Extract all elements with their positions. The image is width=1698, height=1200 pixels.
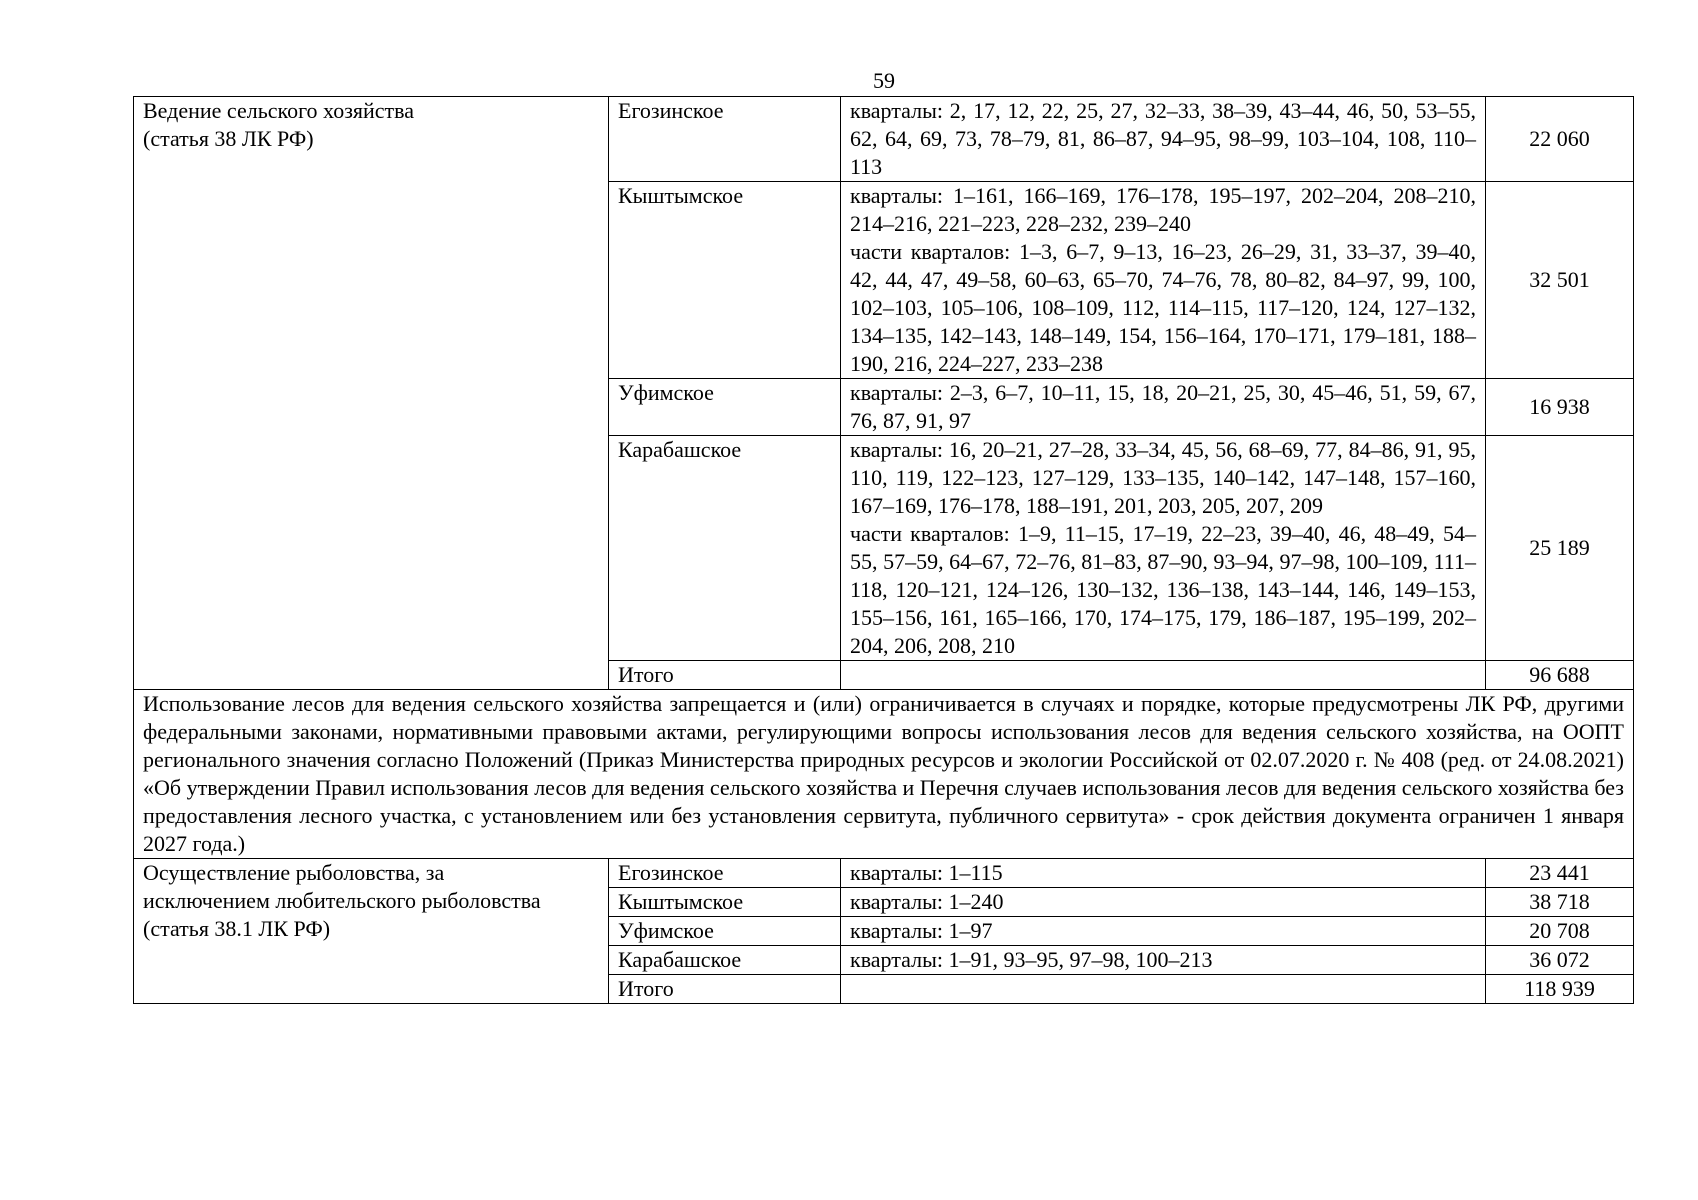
forestry-cell: Кыштымское — [609, 888, 841, 917]
area-cell: 36 072 — [1486, 946, 1634, 975]
forestry-cell: Уфимское — [609, 379, 841, 436]
total-label: Итого — [609, 975, 841, 1004]
quarters-cell: кварталы: 2, 17, 12, 22, 25, 27, 32–33, 38–39, 43–44, 46, 50, 53–55, 62, 64, 69, 73, 78–79, 81, 86–87, 94–95, 98–99, 103–104, 108, 110–113 — [841, 97, 1486, 182]
table-row — [134, 97, 1634, 182]
quarter-parts-list: части кварталов: 1–3, 6–7, 9–13, 16–23, 26–29, 31, 33–37, 39–40, 42, 44, 47, 49–58, 60–63, 65–70, 74–76, 78, 80–82, 84–97, 99, 100, 102–103, 105–106, 108–109, 112, 114–115, 117–120, 124, 127–132, 134–135, 142–143, 148–149, 154, 156–164, 170–171, 179–181, 188–190, 216, 224–227, 233–238 — [850, 239, 1476, 376]
quarters-cell: кварталы: 1–97 — [841, 917, 1486, 946]
area-cell: 32 501 — [1486, 182, 1634, 379]
forestry-cell: Карабашское — [609, 946, 841, 975]
quarter-parts-list: части кварталов: 1–9, 11–15, 17–19, 22–23, 39–40, 46, 48–49, 54–55, 57–59, 64–67, 72–76, 81–83, 87–90, 93–94, 97–98, 100–109, 111–118, 120–121, 124–126, 130–132, 136–138, 143–144, 146, 149–153, 155–156, 161, 165–166, 170, 174–175, 179, 186–187, 195–199, 202–204, 206, 208, 210 — [850, 521, 1476, 658]
activity-cell — [134, 97, 609, 690]
quarters-cell: кварталы: 1–240 — [841, 888, 1486, 917]
total-area: 96 688 — [1486, 661, 1634, 690]
activity-line: (статья 38.1 ЛК РФ) — [143, 916, 331, 941]
area-cell: 38 718 — [1486, 888, 1634, 917]
activity-line: (статья 38 ЛК РФ) — [143, 126, 314, 151]
note-row — [134, 690, 1634, 859]
area-cell: 20 708 — [1486, 917, 1634, 946]
forestry-cell: Егозинское — [609, 97, 841, 182]
empty-cell — [841, 975, 1486, 1004]
quarters-cell: кварталы: 2–3, 6–7, 10–11, 15, 18, 20–21, 25, 30, 45–46, 51, 59, 67, 76, 87, 91, 97 — [841, 379, 1486, 436]
activity-line: исключением любительского рыболовства — [143, 888, 541, 913]
total-label: Итого — [609, 661, 841, 690]
forestry-cell: Егозинское — [609, 859, 841, 888]
activity-line: Осуществление рыболовства, за — [143, 860, 445, 885]
quarters-list: кварталы: 1–161, 166–169, 176–178, 195–197, 202–204, 208–210, 214–216, 221–223, 228–232, 239–240 — [850, 183, 1476, 236]
activity-line: Ведение сельского хозяйства — [143, 98, 415, 123]
page-number: 59 — [873, 68, 895, 93]
empty-cell — [841, 661, 1486, 690]
forestry-cell: Кыштымское — [609, 182, 841, 379]
forest-use-table — [133, 96, 1634, 1004]
quarters-list: кварталы: 16, 20–21, 27–28, 33–34, 45, 56, 68–69, 77, 84–86, 91, 95, 110, 119, 122–123, 127–129, 133–135, 140–142, 147–148, 157–160, 167–169, 176–178, 188–191, 201, 203, 205, 207, 209 — [850, 437, 1476, 518]
forestry-cell: Карабашское — [609, 436, 841, 661]
area-cell: 25 189 — [1486, 436, 1634, 661]
area-cell: 22 060 — [1486, 97, 1634, 182]
activity-cell — [134, 859, 609, 1004]
total-area: 118 939 — [1486, 975, 1634, 1004]
forestry-cell: Уфимское — [609, 917, 841, 946]
table-row — [134, 859, 1634, 888]
quarters-cell — [841, 182, 1486, 379]
note-text: Использование лесов для ведения сельского хозяйства запрещается и (или) ограничивается в случаях и порядке, которые предусмотрены ЛК РФ, другими федеральными законами, нормативными правовыми актами, регулирующими вопросы использования лесов для ведения сельского хозяйства, на ООПТ регионального значения согласно Положений (Приказ Министерства природных ресурсов и экологии Российской от 02.07.2020 г. № 408 (ред. от 24.08.2021) «Об утверждении Правил использования лесов для ведения сельского хозяйства и Перечня случаев использования лесов для ведения сельского хозяйства без предоставления лесного участка, с установлением или без установления сервитута, публичного сервитута» - срок действия документа ограничен 1 января 2027 года.) — [134, 690, 1634, 859]
quarters-cell — [841, 436, 1486, 661]
quarters-cell: кварталы: 1–91, 93–95, 97–98, 100–213 — [841, 946, 1486, 975]
quarters-cell: кварталы: 1–115 — [841, 859, 1486, 888]
area-cell: 16 938 — [1486, 379, 1634, 436]
area-cell: 23 441 — [1486, 859, 1634, 888]
